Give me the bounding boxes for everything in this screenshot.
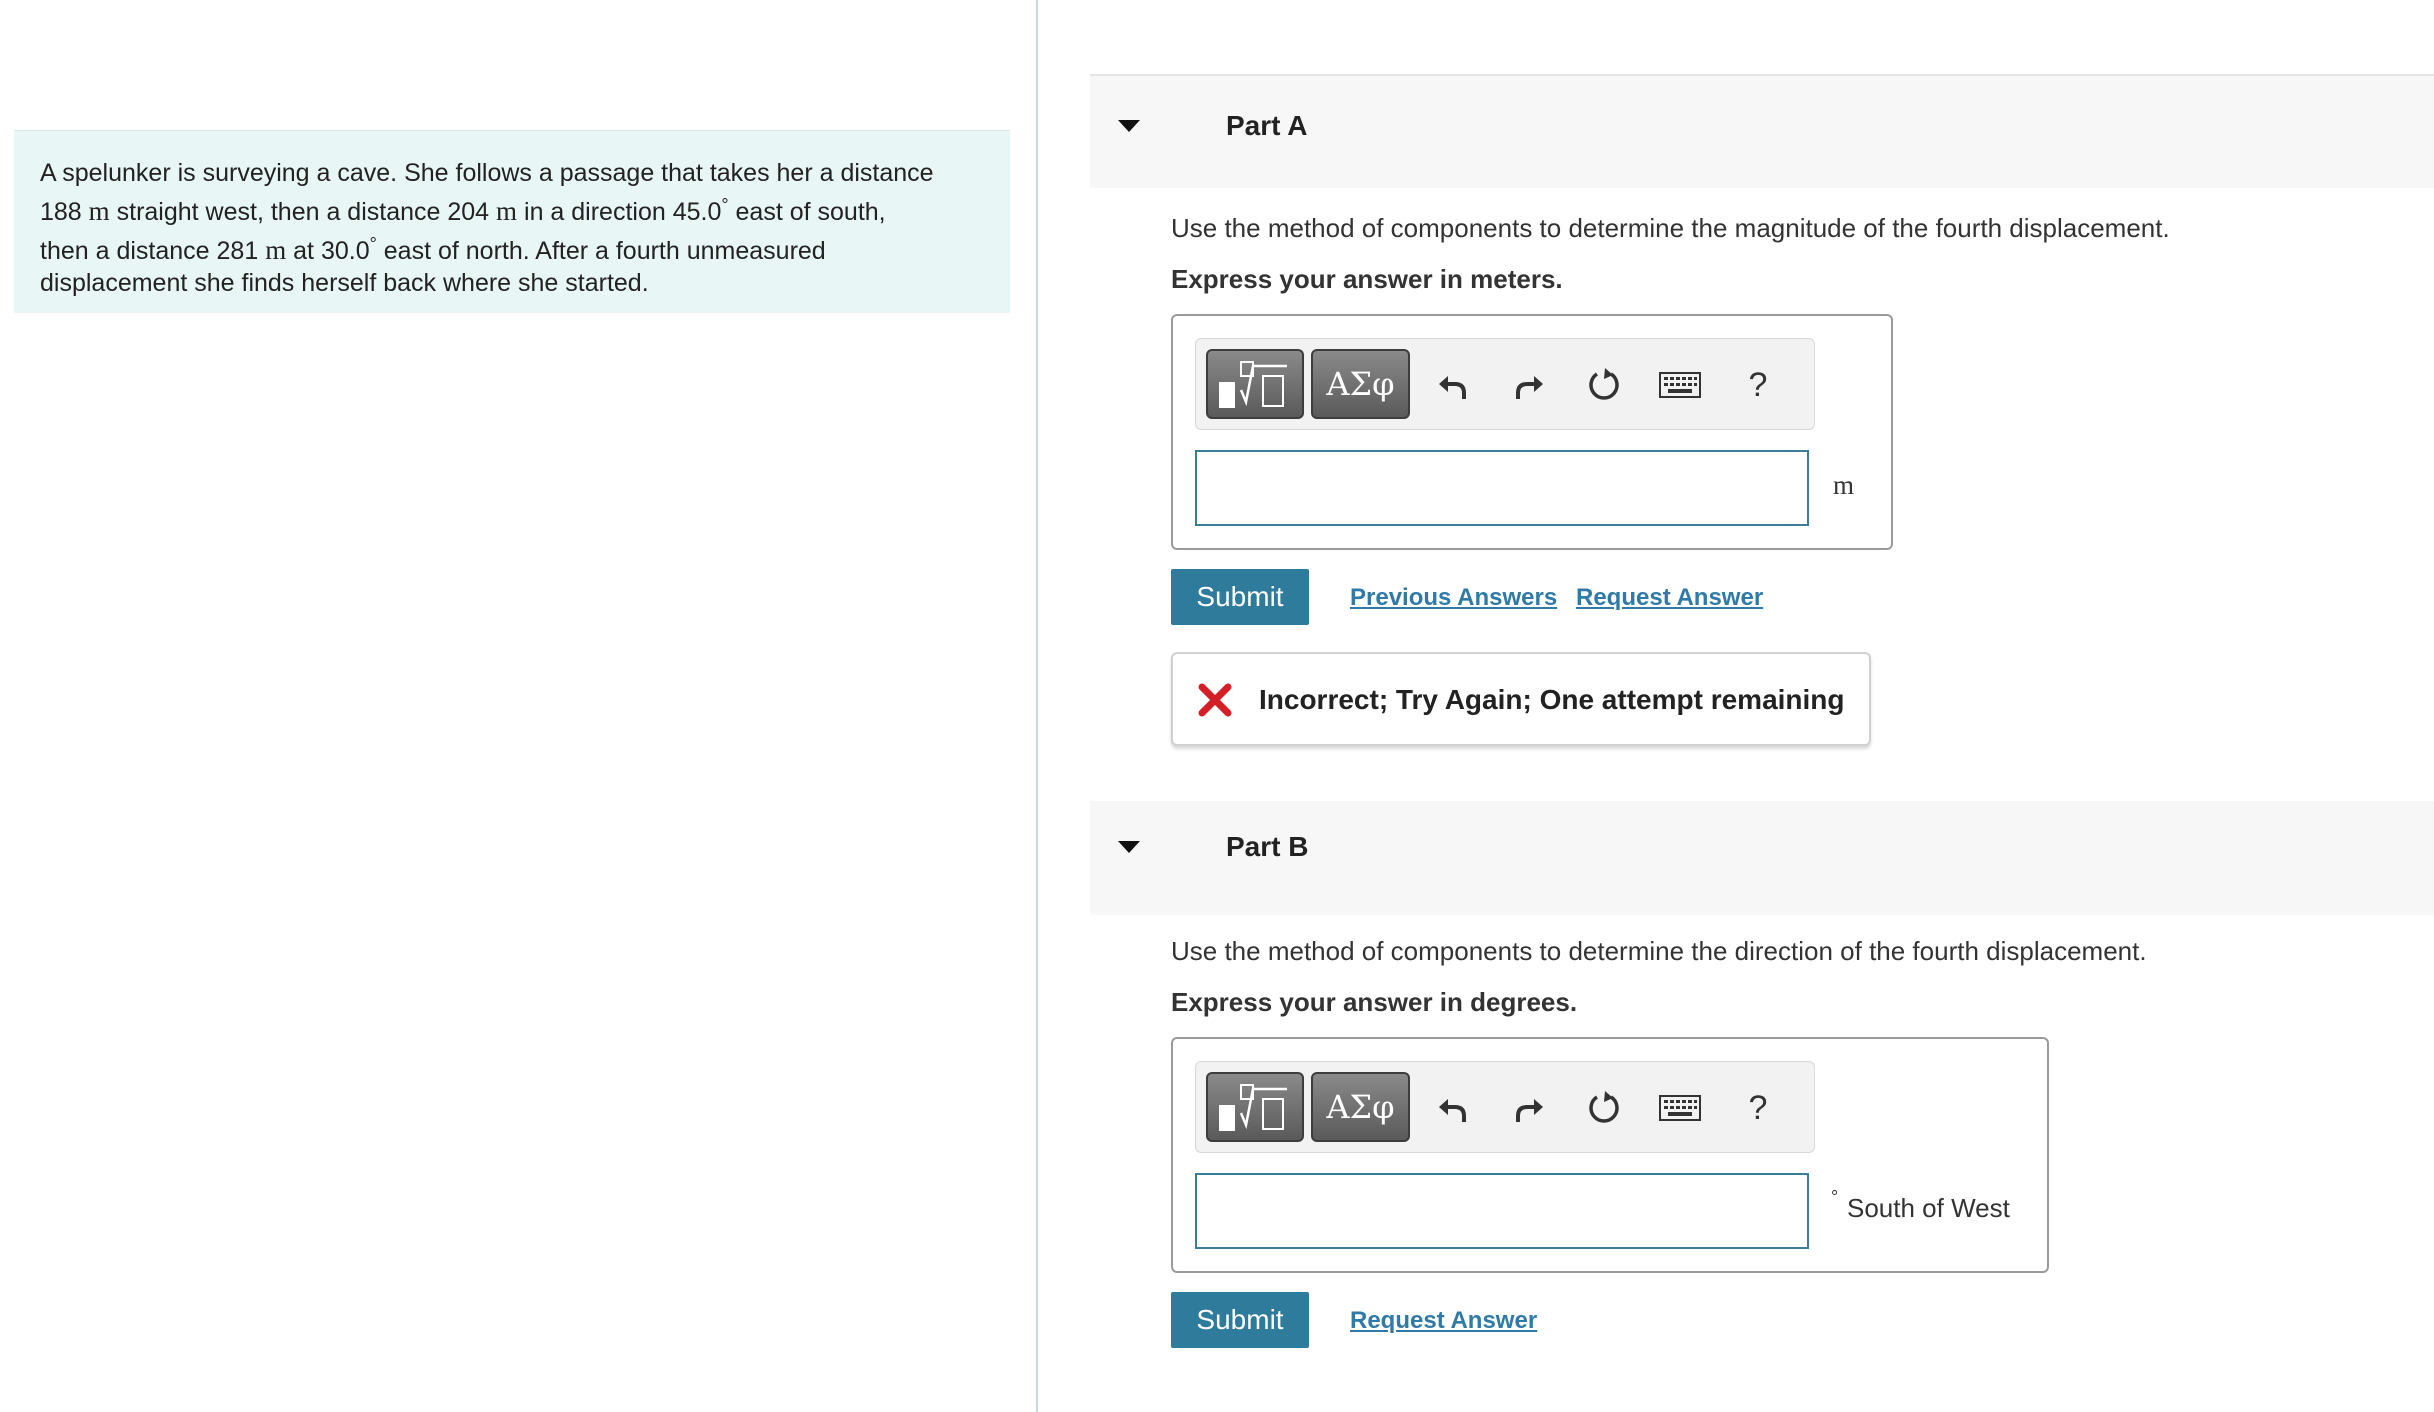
greek-symbols-icon[interactable]: ΑΣφ [1311,1072,1410,1142]
distance-2: 204 [447,198,490,226]
part-a-feedback [1171,652,1871,746]
part-b-answer-box [1171,1037,2049,1273]
caret-down-icon[interactable] [1118,120,1140,132]
redo-icon[interactable] [1504,357,1556,413]
part-b-unit: South of West [1847,1193,2010,1223]
unit-m: m [496,196,518,226]
part-b-express: Express your answer in degrees. [1171,987,1578,1017]
part-b-submit-button[interactable]: Submit [1171,1292,1309,1348]
part-a-express: Express your answer in meters. [1171,264,1563,294]
redo-icon[interactable] [1504,1080,1556,1136]
part-a-request-answer-link[interactable]: Request Answer [1576,584,1764,611]
part-b-instruction: Use the method of components to determine the direction of the fourth displacement. [1171,936,2147,966]
parts-pane [1038,0,2434,1412]
reset-icon[interactable] [1578,1080,1630,1136]
help-icon[interactable]: ? [1748,365,1768,404]
problem-line-2: 188 m straight west, then a distance 204 m in a direction 45.0° east of south, [40,195,886,226]
degree-symbol: ° [369,234,377,254]
part-a-submit-button[interactable]: Submit [1171,569,1309,625]
part-b-title: Part B [1226,831,1309,862]
templates-icon[interactable] [1206,1072,1304,1142]
part-b-request-answer-link[interactable]: Request Answer [1350,1307,1538,1334]
feedback-message: Incorrect; Try Again; One attempt remaining [1259,684,1845,715]
part-a-answer-box [1171,314,1893,550]
unit-m: m [88,196,110,226]
undo-icon[interactable] [1426,357,1478,413]
templates-glyph [1213,356,1297,412]
degree-symbol: ° [721,195,729,215]
previous-answers-link[interactable]: Previous Answers [1350,584,1558,611]
part-b-answer-input[interactable] [1195,1173,1809,1249]
keyboard-icon[interactable] [1654,1080,1706,1136]
problem-line-3: then a distance 281 m at 30.0° east of north. After a fourth unmeasured [40,234,826,265]
part-a-unit: m [1833,470,1855,500]
part-a-instruction: Use the method of components to determine the magnitude of the fourth displacement. [1171,213,2170,243]
distance-1: 188 [40,198,82,226]
help-icon[interactable]: ? [1748,1088,1768,1127]
part-a-math-toolbar [1195,338,1815,430]
angle-1: 45.0 [672,198,722,226]
templates-icon[interactable] [1206,349,1304,419]
problem-pane [0,0,1036,1412]
problem-statement [14,130,1010,313]
distance-3: 281 [216,237,259,265]
greek-symbols-icon[interactable]: ΑΣφ [1311,349,1410,419]
templates-glyph [1213,1079,1297,1135]
problem-line-4: displacement she finds herself back where she started. [40,269,649,297]
part-a-header[interactable] [1090,74,2434,188]
caret-down-icon[interactable] [1118,841,1140,853]
undo-icon[interactable] [1426,1080,1478,1136]
error-x-icon [1197,682,1233,718]
part-b-degree-symbol: ° [1831,1187,1839,1207]
part-b-header[interactable] [1090,801,2434,915]
unit-m: m [265,235,287,265]
part-a-answer-input[interactable] [1195,450,1809,526]
problem-line-1: A spelunker is surveying a cave. She follows a passage that takes her a distance [40,159,934,187]
keyboard-icon[interactable] [1654,357,1706,413]
reset-icon[interactable] [1578,357,1630,413]
part-b-math-toolbar [1195,1061,1815,1153]
angle-2: 30.0 [320,237,370,265]
part-a-title: Part A [1226,110,1308,141]
